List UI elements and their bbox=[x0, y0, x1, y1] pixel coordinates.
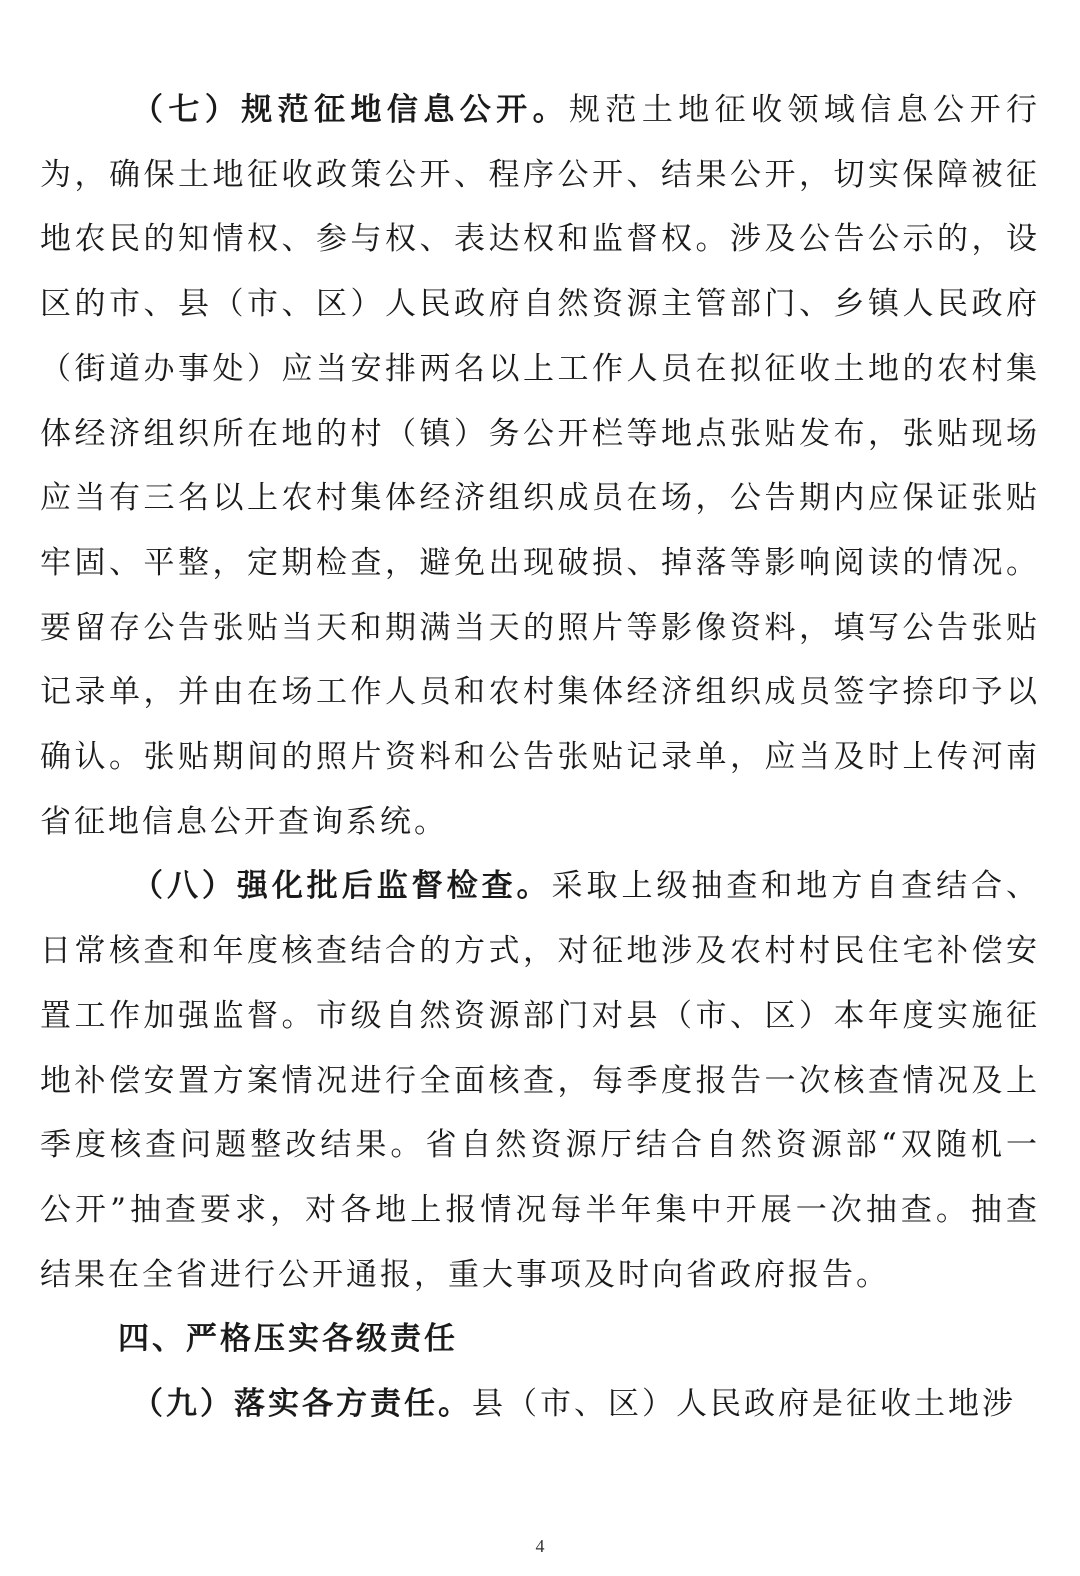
paragraph-9-lead: （九）落实各方责任。 bbox=[132, 1386, 472, 1423]
paragraph-8 bbox=[40, 854, 1040, 1307]
paragraph-9-text: 县（市、区）人民政府是征收土地涉 bbox=[472, 1386, 1016, 1423]
paragraph-8-lead: （八）强化批后监督检查。 bbox=[132, 868, 552, 905]
paragraph-7-text: 规范土地征收领域信息公开行为，确保土地征收政策公开、程序公开、结果公开，切实保障被征地农民的知情权、参与权、表达权和监督权。涉及公告公示的，设区的市、县（市、区）人民政府自然资源主管部门、乡镇人民政府（街道办事处）应当安排两名以上工作人员在拟征收土地的农村集体经济组织所在地的村（镇）务公开栏等地点张贴发布，张贴现场应当有三名以上农村集体经济组织成员在场，公告期内应保证张贴牢固、平整，定期检查，避免出现破损、掉落等影响阅读的情况。要留存公告张贴当天和期满当天的照片等影像资料，填写公告张贴记录单，并由在场工作人员和农村集体经济组织成员签字捺印予以确认。张贴期间的照片资料和公告张贴记录单，应当及时上传河南省征地信息公开查询系统。 bbox=[40, 92, 1040, 840]
paragraph-9 bbox=[40, 1372, 1040, 1437]
section-heading: 四、严格压实各级责任 bbox=[118, 1321, 458, 1358]
paragraph-8-text: 采取上级抽查和地方自查结合、日常核查和年度核查结合的方式，对征地涉及农村村民住宅补偿安置工作加强监督。市级自然资源部门对县（市、区）本年度实施征地补偿安置方案情况进行全面核查，每季度报告一次核查情况及上季度核查问题整改结果。省自然资源厅结合自然资源部“双随机一公开”抽查要求，对各地上报情况每半年集中开展一次抽查。抽查结果在全省进行公开通报，重大事项及时向省政府报告。 bbox=[40, 868, 1041, 1293]
paragraph-7-lead: （七）规范征地信息公开。 bbox=[132, 92, 569, 128]
page-number: 4 bbox=[535, 1536, 545, 1556]
paragraph-7 bbox=[40, 78, 1040, 854]
document-page bbox=[40, 78, 1040, 1437]
